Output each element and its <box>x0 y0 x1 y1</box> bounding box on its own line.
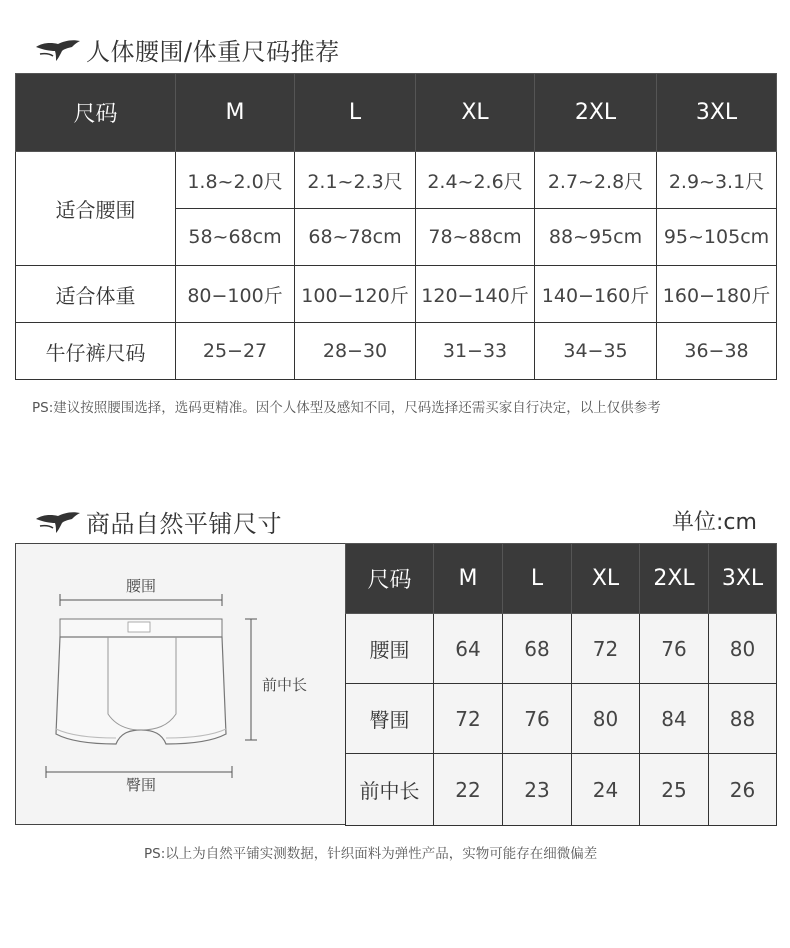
table-cell: 31−33 <box>416 323 535 380</box>
table-cell: 80−100斤 <box>176 266 295 323</box>
table-cell: 88 <box>709 684 777 754</box>
table-cell: 140−160斤 <box>535 266 657 323</box>
header-size: L <box>295 74 416 152</box>
flat-size-table <box>345 543 777 826</box>
section2-title-text: 商品自然平铺尺寸 <box>86 510 282 538</box>
header-size-label: 尺码 <box>16 74 176 152</box>
section2-title <box>34 504 282 539</box>
table-row <box>346 684 777 754</box>
diagram-hip-label: 臀围 <box>125 776 157 794</box>
header-size: XL <box>572 544 640 614</box>
row-label: 臀围 <box>346 684 434 754</box>
header-size: 3XL <box>709 544 777 614</box>
horse-logo-icon <box>34 509 82 535</box>
table-cell: 120−140斤 <box>416 266 535 323</box>
weight-label: 适合体重 <box>16 266 176 323</box>
header-size: M <box>434 544 503 614</box>
table-cell: 80 <box>572 684 640 754</box>
horse-logo-icon <box>34 37 82 63</box>
table-cell: 22 <box>434 754 503 826</box>
table-cell: 72 <box>434 684 503 754</box>
header-size: M <box>176 74 295 152</box>
table-header-row <box>16 74 777 152</box>
table-cell: 34−35 <box>535 323 657 380</box>
table-cell: 28−30 <box>295 323 416 380</box>
header-size: XL <box>416 74 535 152</box>
table-cell: 95~105cm <box>657 209 777 266</box>
row-label: 腰围 <box>346 614 434 684</box>
table-cell: 2.7~2.8尺 <box>535 152 657 209</box>
waist-label: 适合腰围 <box>16 152 176 266</box>
header-size: 3XL <box>657 74 777 152</box>
table-cell: 88~95cm <box>535 209 657 266</box>
table-cell: 68 <box>503 614 572 684</box>
section1-title <box>34 32 340 67</box>
unit-label: 单位:cm <box>672 510 757 535</box>
diagram-front-label: 前中长 <box>262 676 308 694</box>
section1-note: PS:建议按照腰围选择，选码更精准。因个人体型及感知不同，尺码选择还需买家自行决定，以上仅供参考 <box>32 400 661 416</box>
table-header-row <box>346 544 777 614</box>
table-cell: 2.9~3.1尺 <box>657 152 777 209</box>
header-size: 2XL <box>640 544 709 614</box>
header-size-label: 尺码 <box>346 544 434 614</box>
diagram-waist-label: 腰围 <box>125 577 157 595</box>
table-cell: 25 <box>640 754 709 826</box>
table-cell: 1.8~2.0尺 <box>176 152 295 209</box>
table-cell: 36−38 <box>657 323 777 380</box>
table-cell: 160−180斤 <box>657 266 777 323</box>
table-row <box>16 323 777 380</box>
garment-diagram <box>15 543 346 825</box>
header-size: 2XL <box>535 74 657 152</box>
table-cell: 25−27 <box>176 323 295 380</box>
jeans-label: 牛仔裤尺码 <box>16 323 176 380</box>
table-cell: 80 <box>709 614 777 684</box>
table-cell: 100−120斤 <box>295 266 416 323</box>
section2-note: PS:以上为自然平铺实测数据，针织面料为弹性产品，实物可能存在细微偏差 <box>144 846 598 862</box>
table-cell: 76 <box>640 614 709 684</box>
table-cell: 23 <box>503 754 572 826</box>
boxer-diagram-icon <box>16 544 347 826</box>
table-cell: 84 <box>640 684 709 754</box>
table-row <box>16 152 777 209</box>
table-cell: 64 <box>434 614 503 684</box>
row-label: 前中长 <box>346 754 434 826</box>
table-cell: 2.4~2.6尺 <box>416 152 535 209</box>
table-cell: 72 <box>572 614 640 684</box>
body-size-table <box>15 73 777 380</box>
table-row <box>346 754 777 826</box>
header-size: L <box>503 544 572 614</box>
section1-title-text: 人体腰围/体重尺码推荐 <box>86 38 340 66</box>
table-cell: 24 <box>572 754 640 826</box>
table-cell: 2.1~2.3尺 <box>295 152 416 209</box>
table-cell: 68~78cm <box>295 209 416 266</box>
table-cell: 58~68cm <box>176 209 295 266</box>
table-row <box>346 614 777 684</box>
table-cell: 26 <box>709 754 777 826</box>
table-cell: 78~88cm <box>416 209 535 266</box>
table-row <box>16 266 777 323</box>
table-cell: 76 <box>503 684 572 754</box>
